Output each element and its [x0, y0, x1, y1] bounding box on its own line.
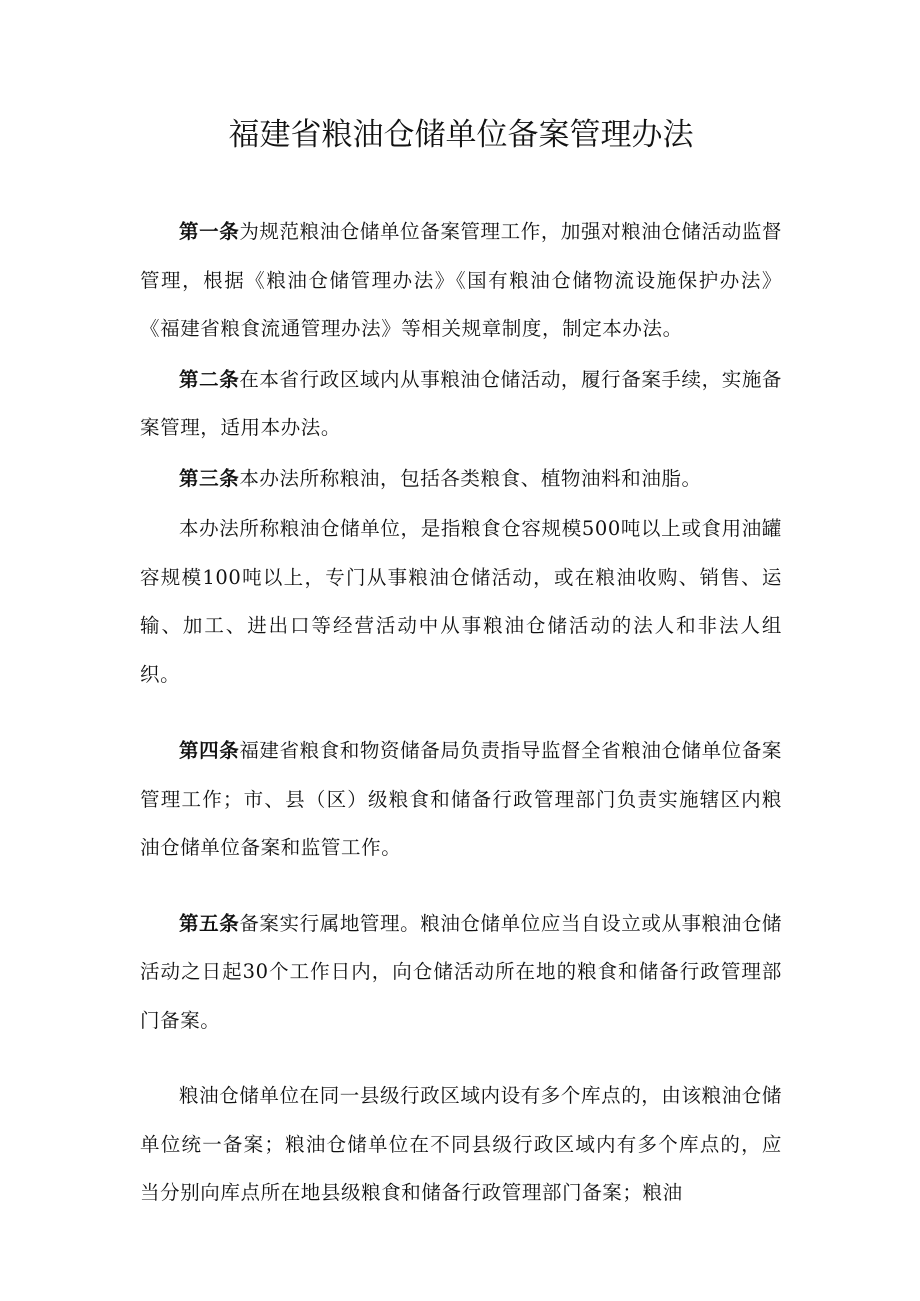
article-3-lead: 第三条: [179, 466, 240, 490]
article-1-paragraph: [140, 208, 782, 354]
article-4-paragraph: [140, 727, 782, 873]
article-3-definition-text: 本办法所称粮油仓储单位，是指粮食仓容规模500吨以上或食用油罐容规模100吨以上，专门从事粮油仓储活动，或在粮油收购、销售、运输、加工、进出口等经营活动中从事粮油仓储活动的法人和非法人组织。: [140, 517, 782, 686]
article-2-lead: 第二条: [179, 367, 240, 391]
article-3-text: 本办法所称粮油，包括各类粮食、植物油料和油脂。: [239, 466, 702, 490]
article-5-lead: 第五条: [179, 911, 240, 935]
document-title: 福建省粮油仓储单位备案管理办法: [228, 117, 694, 153]
article-5-text: 备案实行属地管理。粮油仓储单位应当自设立或从事粮油仓储活动之日起30个工作日内，向仓储活动所在地的粮食和储备行政管理部门备案。: [140, 911, 783, 1032]
article-5-continuation-text: 粮油仓储单位在同一县级行政区域内设有多个库点的，由该粮油仓储单位统一备案；粮油仓储单位在不同县级行政区域内有多个库点的，应当分别向库点所在地县级粮食和储备行政管理部门备案；粮油: [140, 1084, 783, 1204]
article-1-text: 为规范粮油仓储单位备案管理工作，加强对粮油仓储活动监督管理，根据《粮油仓储管理办法》《国有粮油仓储物流设施保护办法》《福建省粮食流通管理办法》等相关规章制度，制定本办法。: [140, 220, 783, 340]
article-3-definition-paragraph: [140, 505, 782, 699]
article-4-text: 福建省粮食和物资储备局负责指导监督全省粮油仓储单位备案管理工作；市、县（区）级粮食和储备行政管理部门负责实施辖区内粮油仓储单位备案和监管工作。: [140, 739, 783, 859]
article-5-paragraph: [140, 900, 782, 1046]
article-3-paragraph: [140, 455, 782, 504]
article-5-continuation-paragraph: [140, 1072, 782, 1218]
article-4-lead: 第四条: [179, 739, 240, 762]
article-2-paragraph: [140, 356, 782, 453]
article-1-lead: 第一条: [179, 220, 240, 243]
article-2-text: 在本省行政区域内从事粮油仓储活动，履行备案手续，实施备案管理，适用本办法。: [140, 367, 783, 439]
